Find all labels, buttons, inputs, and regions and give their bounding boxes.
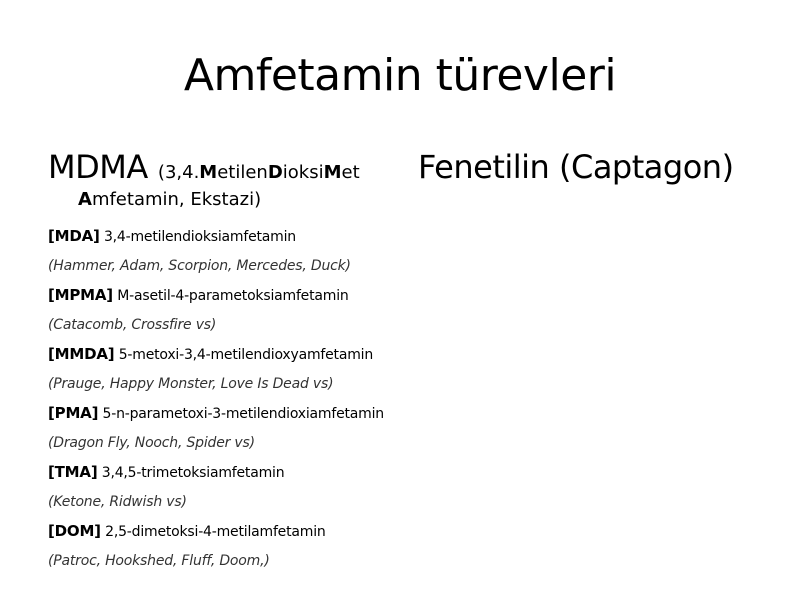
compound-code: [MDA]	[48, 227, 100, 245]
compound-name: 3,4-metilendioksiamfetamin	[103, 229, 296, 245]
compound-name: 5-metoxi-3,4-metilendioxyamfetamin	[118, 347, 373, 363]
right-column	[418, 148, 778, 186]
compound-item	[48, 222, 408, 281]
compound-street-names: (Prauge, Happy Monster, Love Is Dead vs)	[48, 376, 334, 392]
mdma-heading-main: MDMA	[48, 148, 148, 186]
compound-line	[48, 458, 408, 488]
compound-code: [MPMA]	[48, 286, 113, 304]
slide-title: Amfetamin türevleri	[183, 50, 617, 101]
mdma-text-etilen: etilen	[217, 162, 268, 183]
compound-name: M-asetil-4-parametoksiamfetamin	[117, 288, 349, 304]
compound-line	[48, 517, 408, 547]
mdma-text-mfetamin: mfetamin, Ekstazi)	[91, 189, 262, 210]
mdma-text-et: et	[341, 162, 360, 183]
compound-line	[48, 222, 408, 252]
compound-name: 2,5-dimetoksi-4-metilamfetamin	[105, 524, 326, 540]
compound-item	[48, 517, 408, 576]
compound-street-names: (Ketone, Ridwish vs)	[48, 494, 187, 510]
compound-code: [MMDA]	[48, 345, 115, 363]
compound-line	[48, 281, 408, 311]
mdma-letter-d: D	[267, 162, 283, 183]
mdma-paren-open: (3,4.	[157, 162, 200, 183]
compound-name: 3,4,5-trimetoksiamfetamin	[101, 465, 285, 481]
mdma-letter-a: A	[78, 189, 92, 210]
compound-street-names: (Catacomb, Crossfire vs)	[48, 317, 217, 333]
fenetilin-heading: Fenetilin (Captagon)	[418, 148, 734, 186]
compound-line	[48, 399, 408, 429]
compound-list	[48, 222, 408, 576]
mdma-text-ioksi: ioksi	[282, 162, 324, 183]
mdma-heading	[48, 148, 408, 192]
compound-street-names: (Dragon Fly, Nooch, Spider vs)	[48, 435, 255, 451]
compound-item	[48, 458, 408, 517]
compound-code: [TMA]	[48, 463, 98, 481]
mdma-letter-m2: M	[323, 162, 342, 183]
compound-item	[48, 399, 408, 458]
compound-code: [DOM]	[48, 522, 101, 540]
left-column	[48, 148, 408, 576]
compound-line	[48, 340, 408, 370]
compound-name: 5-n-parametoxi-3-metilendioxiamfetamin	[102, 406, 384, 422]
mdma-heading-expansion	[158, 162, 360, 183]
compound-street-names: (Patroc, Hookshed, Fluff, Doom,)	[48, 553, 270, 569]
compound-item	[48, 281, 408, 340]
compound-street-names: (Hammer, Adam, Scorpion, Mercedes, Duck)	[48, 258, 351, 274]
compound-code: [PMA]	[48, 404, 99, 422]
compound-item	[48, 340, 408, 399]
mdma-letter-m: M	[199, 162, 218, 183]
